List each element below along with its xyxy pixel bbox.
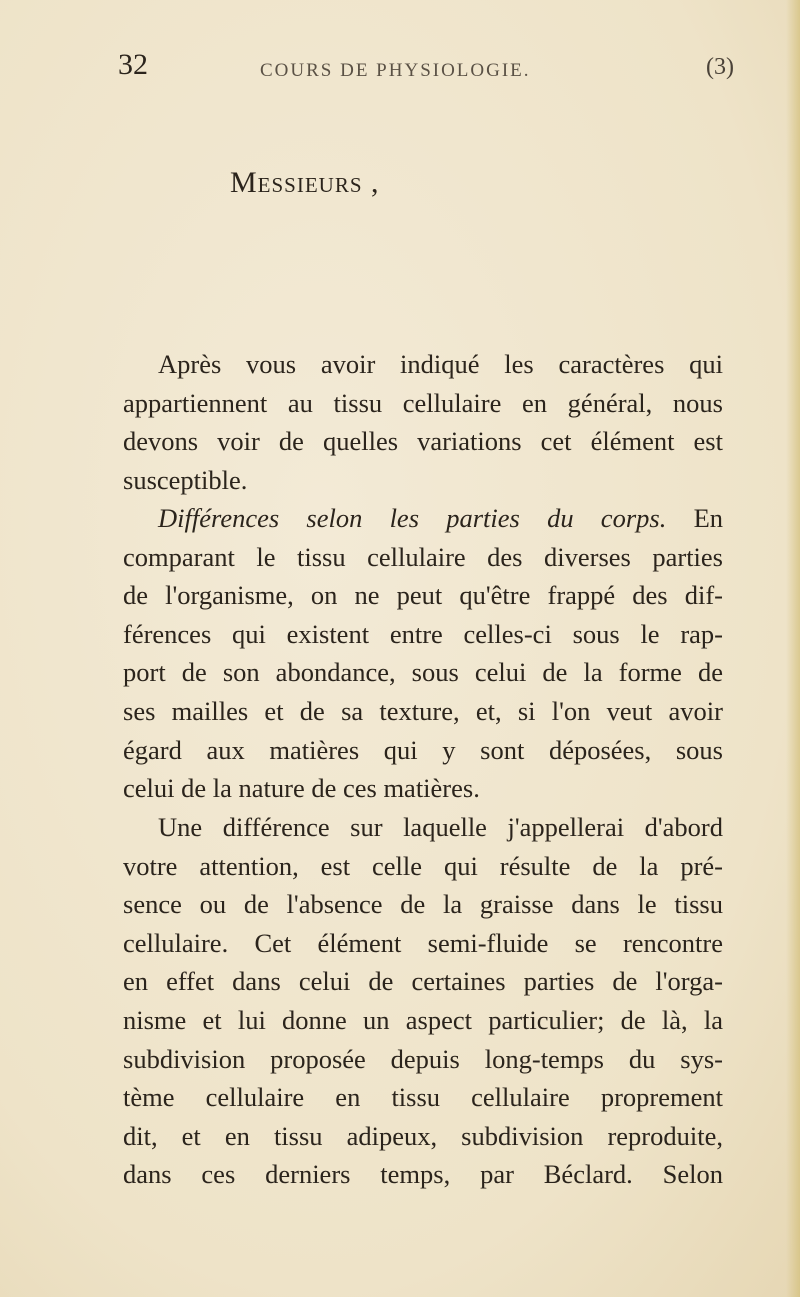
paragraph-2 (123, 499, 723, 808)
text-line: nisme et lui donne un aspect particulier; de là, la (123, 1004, 723, 1035)
text-line: appartiennent au tissu cellulaire en général, nous (123, 387, 723, 418)
text-line: dans ces derniers temps, par Béclard. Selon (123, 1159, 723, 1190)
text-line: devons voir de quelles variations cet élément est (123, 426, 723, 457)
paragraph-3 (123, 808, 723, 1194)
text-line: susceptible. (123, 464, 248, 495)
section-heading: Différences selon les parties du corps. (158, 503, 667, 533)
page-number: 32 (118, 48, 148, 81)
page-edge (786, 0, 800, 1297)
text-line: de l'organisme, on ne peut qu'être frappé des dif- (123, 580, 723, 611)
text-line: comparant le tissu cellulaire des diverses parties (123, 541, 723, 572)
text-line: tème cellulaire en tissu cellulaire proprement (123, 1082, 723, 1113)
text-line: sence ou de l'absence de la graisse dans le tissu (123, 889, 723, 920)
text-line (123, 499, 723, 538)
text-line: votre attention, est celle qui résulte de la pré- (123, 850, 723, 881)
text-line: férences qui existent entre celles-ci sous le rap- (123, 618, 723, 649)
text-line: en effet dans celui de certaines parties de l'orga- (123, 966, 723, 997)
page-header (118, 48, 738, 88)
text-line: dit, et en tissu adipeux, subdivision reproduite, (123, 1120, 723, 1151)
text-line: celui de la nature de ces matières. (123, 773, 480, 804)
salutation: Messieurs , (230, 166, 380, 199)
text-line: ses mailles et de sa texture, et, si l'on veut avoir (123, 695, 723, 726)
text-line: Une différence sur laquelle j'appellerai d'abord (158, 812, 723, 842)
text-line: cellulaire. Cet élément semi-fluide se rencontre (123, 927, 723, 958)
text-line: Après vous avoir indiqué les caractères qui (158, 349, 723, 379)
text-line: subdivision proposée depuis long-temps du sys- (123, 1043, 723, 1074)
text-line: égard aux matières qui y sont déposées, sous (123, 734, 723, 765)
signature-mark: (3) (706, 54, 734, 80)
running-title: COURS DE PHYSIOLOGIE. (260, 60, 531, 81)
paragraph-1 (123, 345, 723, 499)
text-line: port de son abondance, sous celui de la forme de (123, 657, 723, 688)
text-fragment: En (693, 503, 723, 533)
